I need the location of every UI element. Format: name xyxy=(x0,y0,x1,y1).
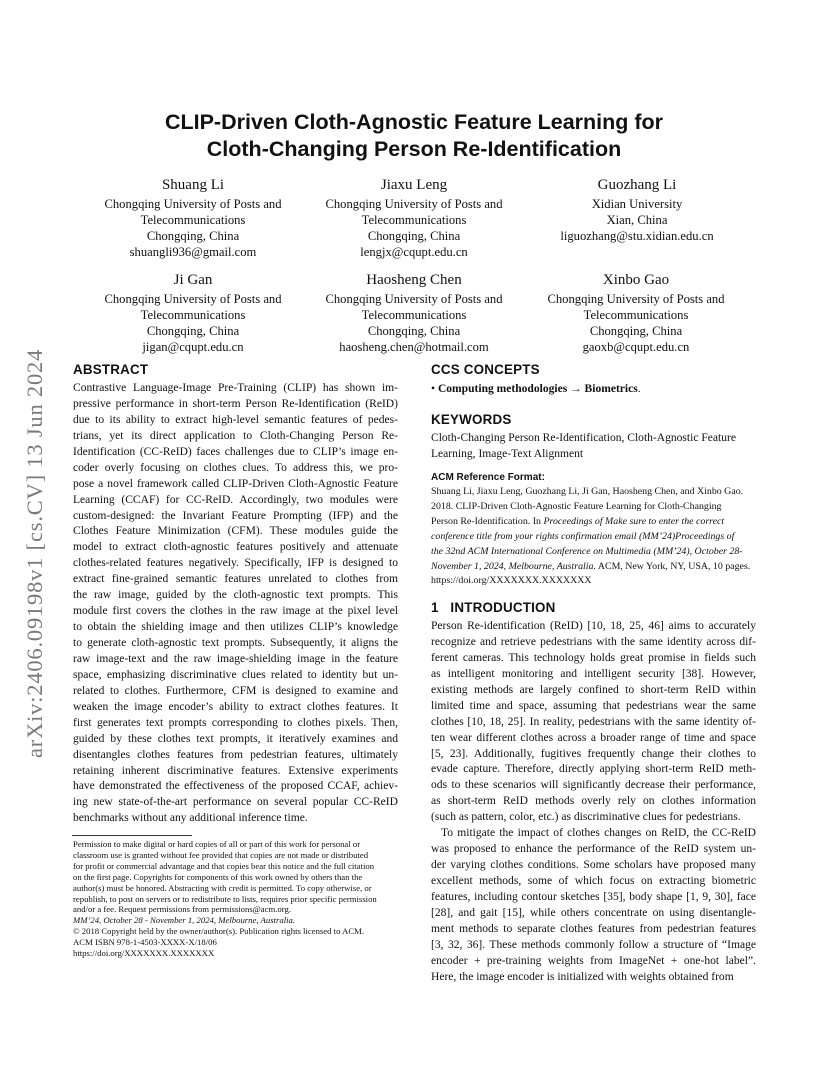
author-email: shuangli936@gmail.com xyxy=(129,245,257,259)
text-line: limited time and space, assuming that pedestrians wear the same xyxy=(431,699,756,712)
text-line: weaken the image encoder’s ability to extract clothes features. It xyxy=(73,700,398,713)
section-number: 1 xyxy=(431,600,439,615)
text-line: der varying clothes conditions. Some scholars have proposed many xyxy=(431,859,756,872)
footnote-line: classroom use is granted without fee provided that copies are not made or distributed xyxy=(73,849,369,860)
abstract-heading: ABSTRACT xyxy=(73,362,149,377)
author-affiliation: Chongqing University of Posts and xyxy=(104,197,282,211)
author-affiliation: Chongqing University of Posts and xyxy=(104,292,282,306)
author-email: liguozhang@stu.xidian.edu.cn xyxy=(560,229,714,243)
author-affiliation: Chongqing University of Posts and xyxy=(325,197,503,211)
acm-ref-line: 2018. CLIP-Driven Cloth-Agnostic Feature Learning for Cloth-Changing xyxy=(431,500,722,512)
ccs-concept: Computing methodologies → Biometrics xyxy=(437,383,638,395)
ccs-period: . xyxy=(637,383,641,395)
author-affiliation: Chongqing University of Posts and xyxy=(325,292,503,306)
text-line: Here, the image encoder is initialized with weights obtained from xyxy=(431,970,734,983)
text-line: pose a novel framework called CLIP-Driven Cloth-Agnostic Feature xyxy=(73,477,398,490)
author-name: Haosheng Chen xyxy=(366,272,462,288)
acm-ref-line: Person Re-Identification. In Proceedings of Make sure to enter the correct xyxy=(431,515,725,527)
text-line: first generates text prompts corresponding to clothes pixels. Then, xyxy=(73,716,398,729)
footnote-line: for profit or commercial advantage and that copies bear this notice and the full citation xyxy=(73,860,375,871)
author-location: Chongqing, China xyxy=(146,324,240,338)
keywords-heading: KEYWORDS xyxy=(431,412,512,427)
text-line: evade capture. Therefore, directly applying short-term ReID meth- xyxy=(431,763,756,776)
author-name: Ji Gan xyxy=(173,272,213,288)
text-line: pressive performance in short-term Person Re-Identification (ReID) xyxy=(73,397,398,410)
venue-line: MM’24, October 28 - November 1, 2024, Melbourne, Australia. xyxy=(73,915,296,925)
text-line: features, including contour sketches [35], body shape [1, 9, 30], face xyxy=(431,890,756,903)
footnote-line: Permission to make digital or hard copies of all or part of this work for personal or xyxy=(73,839,361,849)
keywords-body xyxy=(431,431,756,463)
text-line: To mitigate the impact of clothes changes on ReID, the CC-ReID xyxy=(441,827,756,840)
text-line: ferent cameras. This technology holds great promise in fields such xyxy=(431,651,756,664)
text-line: ods to these scenarios will significantly decrease their performance, xyxy=(431,779,756,792)
text-line: as intelligent monitoring and intelligent security [38]. However, xyxy=(431,667,756,680)
paper-title xyxy=(0,109,828,163)
text-line: Contrastive Language-Image Pre-Training (CLIP) has shown im- xyxy=(73,382,398,394)
author-block xyxy=(88,176,298,260)
text-line: ten wear different clothes across a broader range of time and space xyxy=(431,731,756,744)
footnote-line: republish, to post on servers or to redistribute to lists, requires prior specific permission xyxy=(73,893,377,904)
text-line: Learning (CCAF) for CC-ReID. Accordingly, two modules were xyxy=(73,493,398,506)
text-line: [28], and gait [15], while others concentrate on using disentangle- xyxy=(431,906,756,919)
keywords-line: Cloth-Changing Person Re-Identification, Cloth-Agnostic Feature xyxy=(431,432,736,444)
author-block xyxy=(531,271,741,355)
copyright-line: © 2018 Copyright held by the owner/author(s). Publication rights licensed to ACM. xyxy=(73,925,365,936)
title-line-2: Cloth-Changing Person Re-Identification xyxy=(206,137,622,161)
footnote-meta xyxy=(73,915,398,959)
ccs-heading: CCS CONCEPTS xyxy=(431,362,540,377)
intro-heading xyxy=(431,600,555,615)
footnote-rule xyxy=(72,835,192,836)
author-name: Guozhang Li xyxy=(597,177,677,193)
author-affiliation: Telecommunications xyxy=(583,308,689,322)
author-block xyxy=(532,176,742,244)
text-line: space, emphasizing discriminative clues related to identity but un- xyxy=(73,668,398,681)
arxiv-identifier: arXiv:2406.09198v1 [cs.CV] 13 Jun 2024 xyxy=(22,348,47,758)
footnote-line: on the first page. Copyrights for components of this work owned by others than the xyxy=(73,871,363,882)
text-line: as short-term ReID methods overly rely on clothes information xyxy=(431,795,756,808)
acm-ref-line: Shuang Li, Jiaxu Leng, Guozhang Li, Ji Gan, Haosheng Chen, and Xinbo Gao. xyxy=(431,486,744,497)
text-line: (such as pattern, color, etc.) as discriminative clues for pedestrians. xyxy=(431,811,741,824)
acm-ref-line: conference title from your rights confirmation email (MM’24)Proceedings of xyxy=(431,530,735,542)
text-line: the raw image, guided by the cloth-agnostic text prompts. This xyxy=(73,589,398,602)
text-line: due to its ability to extract high-level semantic features of pedes- xyxy=(73,413,398,426)
author-affiliation: Chongqing University of Posts and xyxy=(547,292,725,306)
text-line: guided by these clothes text prompts, it iteratively examines and xyxy=(73,732,398,745)
text-line: Person Re-identification (ReID) [10, 18, 25, 46] aims to accurately xyxy=(431,620,756,632)
ccs-concepts xyxy=(431,382,756,398)
author-affiliation: Telecommunications xyxy=(140,213,246,227)
author-affiliation: Xidian University xyxy=(591,197,683,211)
text-line: benchmarks without any additional inference time. xyxy=(73,812,308,825)
author-block xyxy=(309,176,519,260)
acm-reference xyxy=(431,485,759,589)
text-line: retaining inherent discriminative features. Extensive experiments xyxy=(73,764,398,777)
author-location: Xian, China xyxy=(606,213,668,227)
author-name: Shuang Li xyxy=(161,177,225,193)
section-title: INTRODUCTION xyxy=(450,600,556,615)
text-line: clothes [10, 18, 25]. In reality, pedestrians with the same identity of- xyxy=(431,715,756,728)
text-line: Clothes Feature Minimization (CFM). These modules guide the xyxy=(73,525,398,538)
text-line: extract fine-grained semantic features unrelated to clothes from xyxy=(73,573,398,586)
author-affiliation: Telecommunications xyxy=(140,308,246,322)
text-line: to generate cloth-agnostic text prompts. Subsequently, it aligns the xyxy=(73,637,398,649)
acm-ref-line: November 1, 2024, Melbourne, Australia. ACM, New York, NY, USA, 10 pages. xyxy=(431,560,751,572)
text-line: raw image-text and the raw image-shielding image in the feature xyxy=(73,652,398,665)
title-line-1: CLIP-Driven Cloth-Agnostic Feature Learning for xyxy=(164,110,664,134)
ccs-bullet: • xyxy=(431,383,436,395)
text-line: Identification (CC-ReID) faces challenges due to CLIP’s image en- xyxy=(73,445,398,458)
abstract-body xyxy=(73,381,398,827)
keywords-line: Learning, Image-Text Alignment xyxy=(431,447,584,460)
author-location: Chongqing, China xyxy=(146,229,240,243)
text-line: coder overly focusing on clothes clues. To address this, we pro- xyxy=(73,461,398,474)
text-line: have demonstrated the effectiveness of the proposed CCAF, achiev- xyxy=(73,780,398,793)
doi-line[interactable]: https://doi.org/XXXXXXX.XXXXXXX xyxy=(73,947,215,958)
text-line: ment methods to separate clothes features from pedestrian features xyxy=(431,922,756,935)
text-line: related to clothes. Furthermore, CFM is designed to examine and xyxy=(73,684,398,697)
footnote-line: and/or a fee. Request permissions from permissions@acm.org. xyxy=(73,904,291,915)
text-line: model to extract cloth-agnostic features positively and attenuate xyxy=(73,541,398,554)
intro-body xyxy=(431,619,756,986)
text-line: ing new state-of-the-art performance on several popular CC-ReID xyxy=(73,796,398,809)
text-line: module first covers the clothes in the raw image at the pixel level xyxy=(73,605,398,618)
author-email: gaoxb@cqupt.edu.cn xyxy=(582,340,690,354)
text-line: clothes-related features negatively. Specifically, IFP is designed to xyxy=(73,557,398,570)
author-location: Chongqing, China xyxy=(367,324,461,338)
author-affiliation: Telecommunications xyxy=(361,213,467,227)
text-line: was proposed to enhance the performance of the ReID system un- xyxy=(431,843,756,856)
acm-ref-doi[interactable]: https://doi.org/XXXXXXX.XXXXXXX xyxy=(431,575,592,587)
text-line: excellent methods, some of which focus on extracting biometric xyxy=(431,875,756,887)
author-email: jigan@cqupt.edu.cn xyxy=(142,340,244,354)
text-line: trians, yet its direct application to Cloth-Changing Person Re- xyxy=(73,429,398,442)
footnote-line: author(s) must be honored. Abstracting with credit is permitted. To copy otherwise, or xyxy=(73,882,372,893)
author-block xyxy=(88,271,298,355)
author-name: Xinbo Gao xyxy=(602,272,670,288)
author-email: lengjx@cqupt.edu.cn xyxy=(360,245,468,259)
text-line: encoder + pre-training weights from ImageNet + one-hot label”. xyxy=(431,954,756,967)
isbn-line: ACM ISBN 978-1-4503-XXXX-X/18/06 xyxy=(73,936,217,947)
author-location: Chongqing, China xyxy=(589,324,683,338)
text-line: to obtain the shielding image and then utilizes CLIP’s knowledge xyxy=(73,621,398,634)
text-line: recognize and retrieve pedestrians with the same identity across dif- xyxy=(431,635,756,648)
author-location: Chongqing, China xyxy=(367,229,461,243)
author-affiliation: Telecommunications xyxy=(361,308,467,322)
text-line: disentangles clothes features from pedestrian features, ultimately xyxy=(73,748,398,761)
text-line: [3, 32, 36]. These methods commonly follow a structure of “Image xyxy=(431,938,756,951)
acm-ref-line: the 32nd ACM International Conference on Multimedia (MM’24), October 28- xyxy=(431,545,743,557)
text-line: existing methods are largely confined to short-term ReID within xyxy=(431,683,756,696)
text-line: [5, 23]. Additionally, fugitives frequently change their clothes to xyxy=(431,747,756,760)
permission-footnote xyxy=(73,839,398,915)
author-email: haosheng.chen@hotmail.com xyxy=(339,340,489,354)
acm-ref-heading: ACM Reference Format: xyxy=(431,472,545,483)
author-block xyxy=(309,271,519,355)
author-name: Jiaxu Leng xyxy=(380,177,448,193)
text-line: custom-designed: the Invariant Feature Prompting (IFP) and the xyxy=(73,509,398,522)
